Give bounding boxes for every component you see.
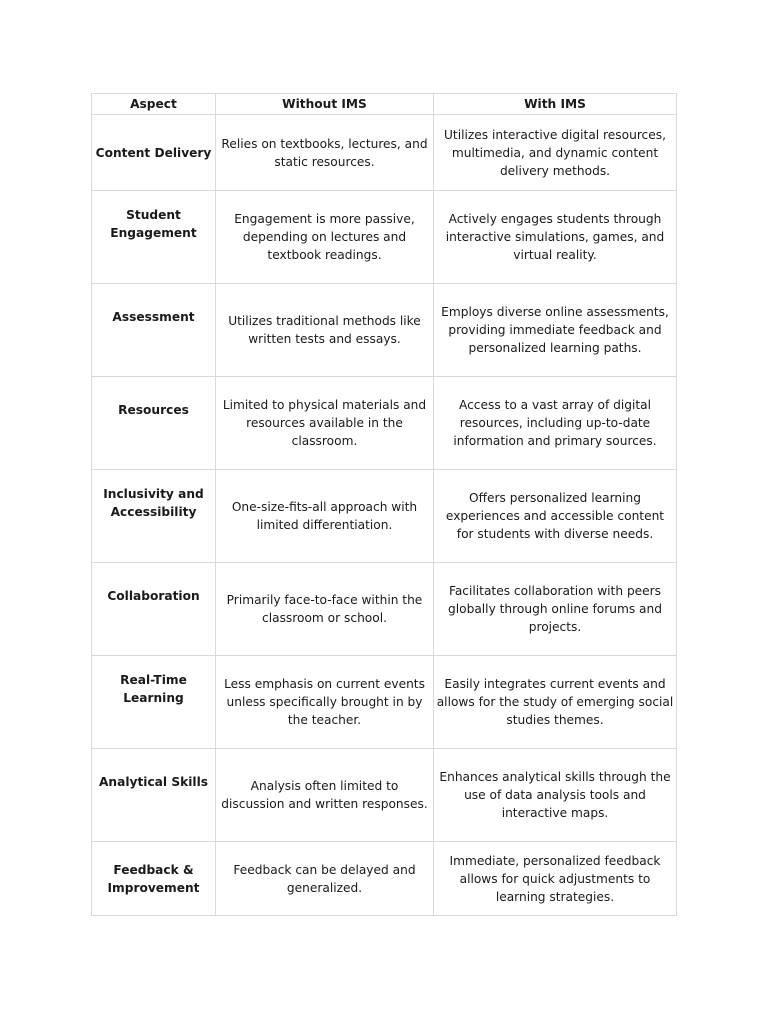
without-ims-cell: Less emphasis on current events unless specifically brought in by the teacher. <box>216 656 434 749</box>
aspect-label: Assessment <box>112 310 195 324</box>
without-ims-cell: Primarily face-to-face within the classroom or school. <box>216 563 434 656</box>
header-with-ims: With IMS <box>434 94 677 115</box>
comparison-table <box>91 93 677 916</box>
without-ims-cell: Relies on textbooks, lectures, and static resources. <box>216 115 434 191</box>
table-row <box>92 377 677 470</box>
table-row <box>92 191 677 284</box>
with-ims-cell: Facilitates collaboration with peers globally through online forums and projects. <box>434 563 677 656</box>
table-row <box>92 115 677 191</box>
aspect-cell <box>92 284 216 377</box>
without-ims-cell: One-size-fits-all approach with limited differentiation. <box>216 470 434 563</box>
without-ims-cell: Limited to physical materials and resources available in the classroom. <box>216 377 434 470</box>
without-ims-cell: Feedback can be delayed and generalized. <box>216 842 434 916</box>
without-ims-cell: Utilizes traditional methods like written tests and essays. <box>216 284 434 377</box>
table-row <box>92 563 677 656</box>
aspect-cell <box>92 377 216 470</box>
table-row <box>92 749 677 842</box>
with-ims-cell: Enhances analytical skills through the use of data analysis tools and interactive maps. <box>434 749 677 842</box>
table-header-row <box>92 94 677 115</box>
aspect-cell <box>92 656 216 749</box>
with-ims-cell: Immediate, personalized feedback allows for quick adjustments to learning strategies. <box>434 842 677 916</box>
aspect-cell <box>92 191 216 284</box>
header-aspect: Aspect <box>92 94 216 115</box>
aspect-cell <box>92 563 216 656</box>
with-ims-cell: Access to a vast array of digital resources, including up-to-date information and primary sources. <box>434 377 677 470</box>
aspect-label: Resources <box>118 403 189 417</box>
aspect-label: Real-Time Learning <box>120 673 187 705</box>
header-without-ims: Without IMS <box>216 94 434 115</box>
table-row <box>92 656 677 749</box>
with-ims-cell: Offers personalized learning experiences and accessible content for students with diverse needs. <box>434 470 677 563</box>
with-ims-cell: Employs diverse online assessments, providing immediate feedback and personalized learning paths. <box>434 284 677 377</box>
with-ims-cell: Easily integrates current events and allows for the study of emerging social studies themes. <box>434 656 677 749</box>
table-row <box>92 470 677 563</box>
with-ims-cell: Actively engages students through interactive simulations, games, and virtual reality. <box>434 191 677 284</box>
aspect-label: Student Engagement <box>110 208 197 240</box>
aspect-cell: Feedback & Improvement <box>92 842 216 916</box>
with-ims-cell: Utilizes interactive digital resources, multimedia, and dynamic content delivery methods. <box>434 115 677 191</box>
aspect-label: Collaboration <box>107 589 200 603</box>
table-row <box>92 284 677 377</box>
aspect-label: Analytical Skills <box>99 775 208 789</box>
aspect-cell <box>92 470 216 563</box>
without-ims-cell: Analysis often limited to discussion and written responses. <box>216 749 434 842</box>
table-row <box>92 842 677 916</box>
aspect-label: Inclusivity and Accessibility <box>103 487 204 519</box>
without-ims-cell: Engagement is more passive, depending on lectures and textbook readings. <box>216 191 434 284</box>
aspect-cell <box>92 749 216 842</box>
aspect-cell: Content Delivery <box>92 115 216 191</box>
